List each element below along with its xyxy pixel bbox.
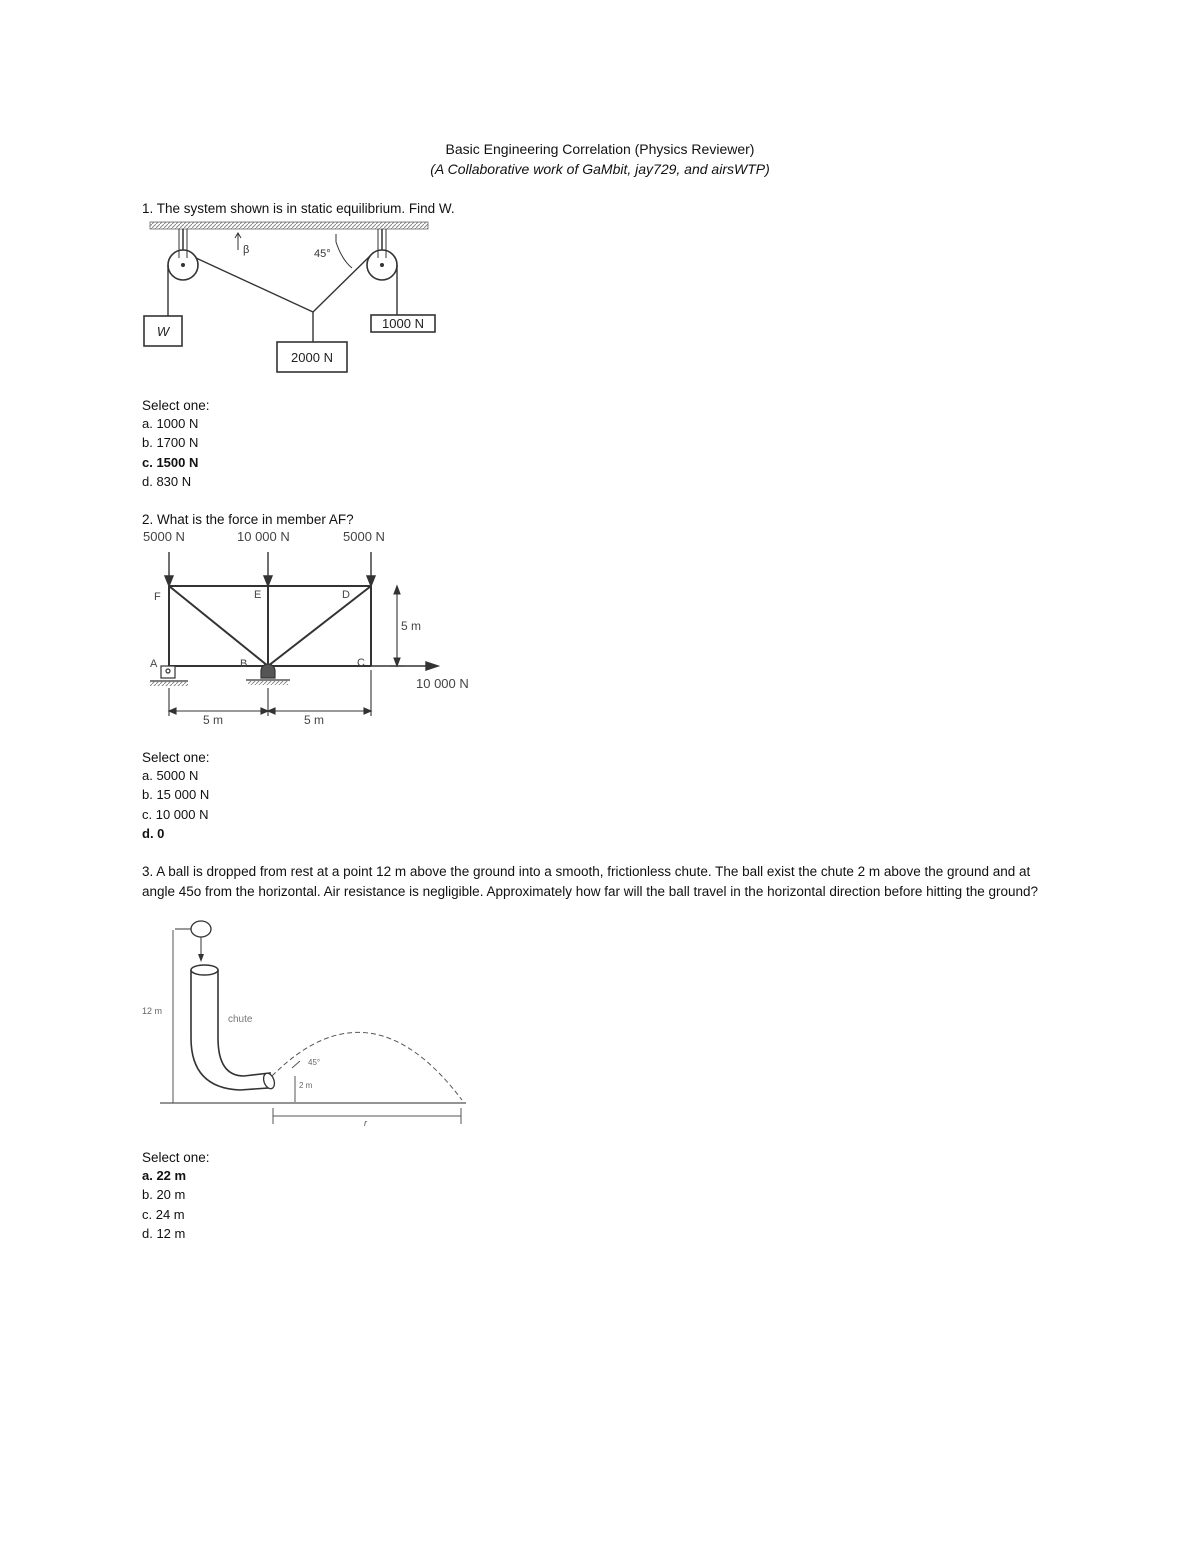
angle-45-label-q3: 45° — [308, 1058, 321, 1067]
document-subtitle: (A Collaborative work of GaMbit, jay729, and airsWTP) — [430, 161, 770, 177]
node-a-label: A — [150, 658, 158, 670]
option-3c[interactable]: c. 24 m — [142, 1206, 185, 1222]
right-pulley — [367, 229, 397, 280]
exit-height-label: 2 m — [299, 1081, 313, 1090]
span-right-label: 5 m — [304, 713, 325, 727]
node-e-label: E — [254, 589, 262, 601]
option-2b[interactable]: b. 15 000 N — [142, 787, 210, 803]
node-f-label: F — [154, 591, 161, 603]
question-2-options — [142, 766, 209, 843]
support-b — [246, 664, 290, 685]
question-2-prompt: 2. What is the force in member AF? — [142, 512, 354, 527]
option-2d[interactable]: d. 0 — [142, 825, 165, 841]
question-1-select-label: Select one: — [142, 398, 210, 413]
span-left-label: 5 m — [203, 713, 224, 727]
truss-members — [169, 586, 371, 666]
figure-truss — [140, 528, 485, 727]
height-label: 5 m — [401, 619, 422, 633]
load-middle-label: 10 000 N — [237, 529, 290, 544]
option-1b[interactable]: b. 1700 N — [142, 435, 199, 451]
ball — [191, 921, 211, 937]
question-3-prompt: 3. A ball is dropped from rest at a point 12 m above the ground into a smooth, frictionless chute. The ball exist the chute 2 m above the ground and at angle 45o from the horizontal. Air resistance is negligible. Approximately how far will the ball travel in the horizontal direction before hitting the ground? — [142, 864, 1039, 899]
horizontal-load-label: 10 000 N — [416, 676, 469, 691]
option-2a[interactable]: a. 5000 N — [142, 768, 199, 783]
option-1d[interactable]: d. 830 N — [142, 473, 192, 489]
option-3a[interactable]: a. 22 m — [142, 1168, 187, 1183]
option-3b[interactable]: b. 20 m — [142, 1187, 186, 1203]
option-3d[interactable]: d. 12 m — [142, 1225, 186, 1241]
figure-pulley-system — [140, 220, 440, 380]
height-12m-label: 12 m — [142, 1006, 163, 1016]
option-2c[interactable]: c. 10 000 N — [142, 806, 209, 822]
question-1-prompt: 1. The system shown is in static equilibrium. Find W. — [142, 201, 455, 216]
node-c-label: C — [357, 657, 365, 669]
question-2-select-label: Select one: — [142, 750, 210, 765]
chute — [191, 970, 270, 1090]
option-1a[interactable]: a. 1000 N — [142, 416, 199, 431]
load-left-label: 5000 N — [143, 529, 185, 544]
question-3-options — [142, 1166, 186, 1243]
weight-w-label: W — [156, 324, 170, 339]
left-pulley — [168, 229, 198, 280]
load-right-label: 5000 N — [343, 529, 385, 544]
option-1c[interactable]: c. 1500 N — [142, 454, 199, 470]
node-b-label: B — [240, 658, 248, 670]
ceiling — [150, 222, 428, 229]
chute-label: chute — [228, 1014, 253, 1025]
node-d-label: D — [342, 589, 350, 601]
weight-1000-label: 1000 N — [382, 316, 424, 331]
angle-45-label: 45° — [314, 248, 331, 260]
ropes — [168, 256, 397, 342]
angle-beta-label: β — [243, 244, 250, 256]
question-1-options — [142, 414, 198, 491]
document-title: Basic Engineering Correlation (Physics Reviewer) — [445, 141, 755, 157]
question-3-select-label: Select one: — [142, 1150, 210, 1165]
weight-2000-label: 2000 N — [291, 350, 333, 365]
range-label: r — [364, 1118, 367, 1128]
figure-chute — [140, 918, 470, 1128]
